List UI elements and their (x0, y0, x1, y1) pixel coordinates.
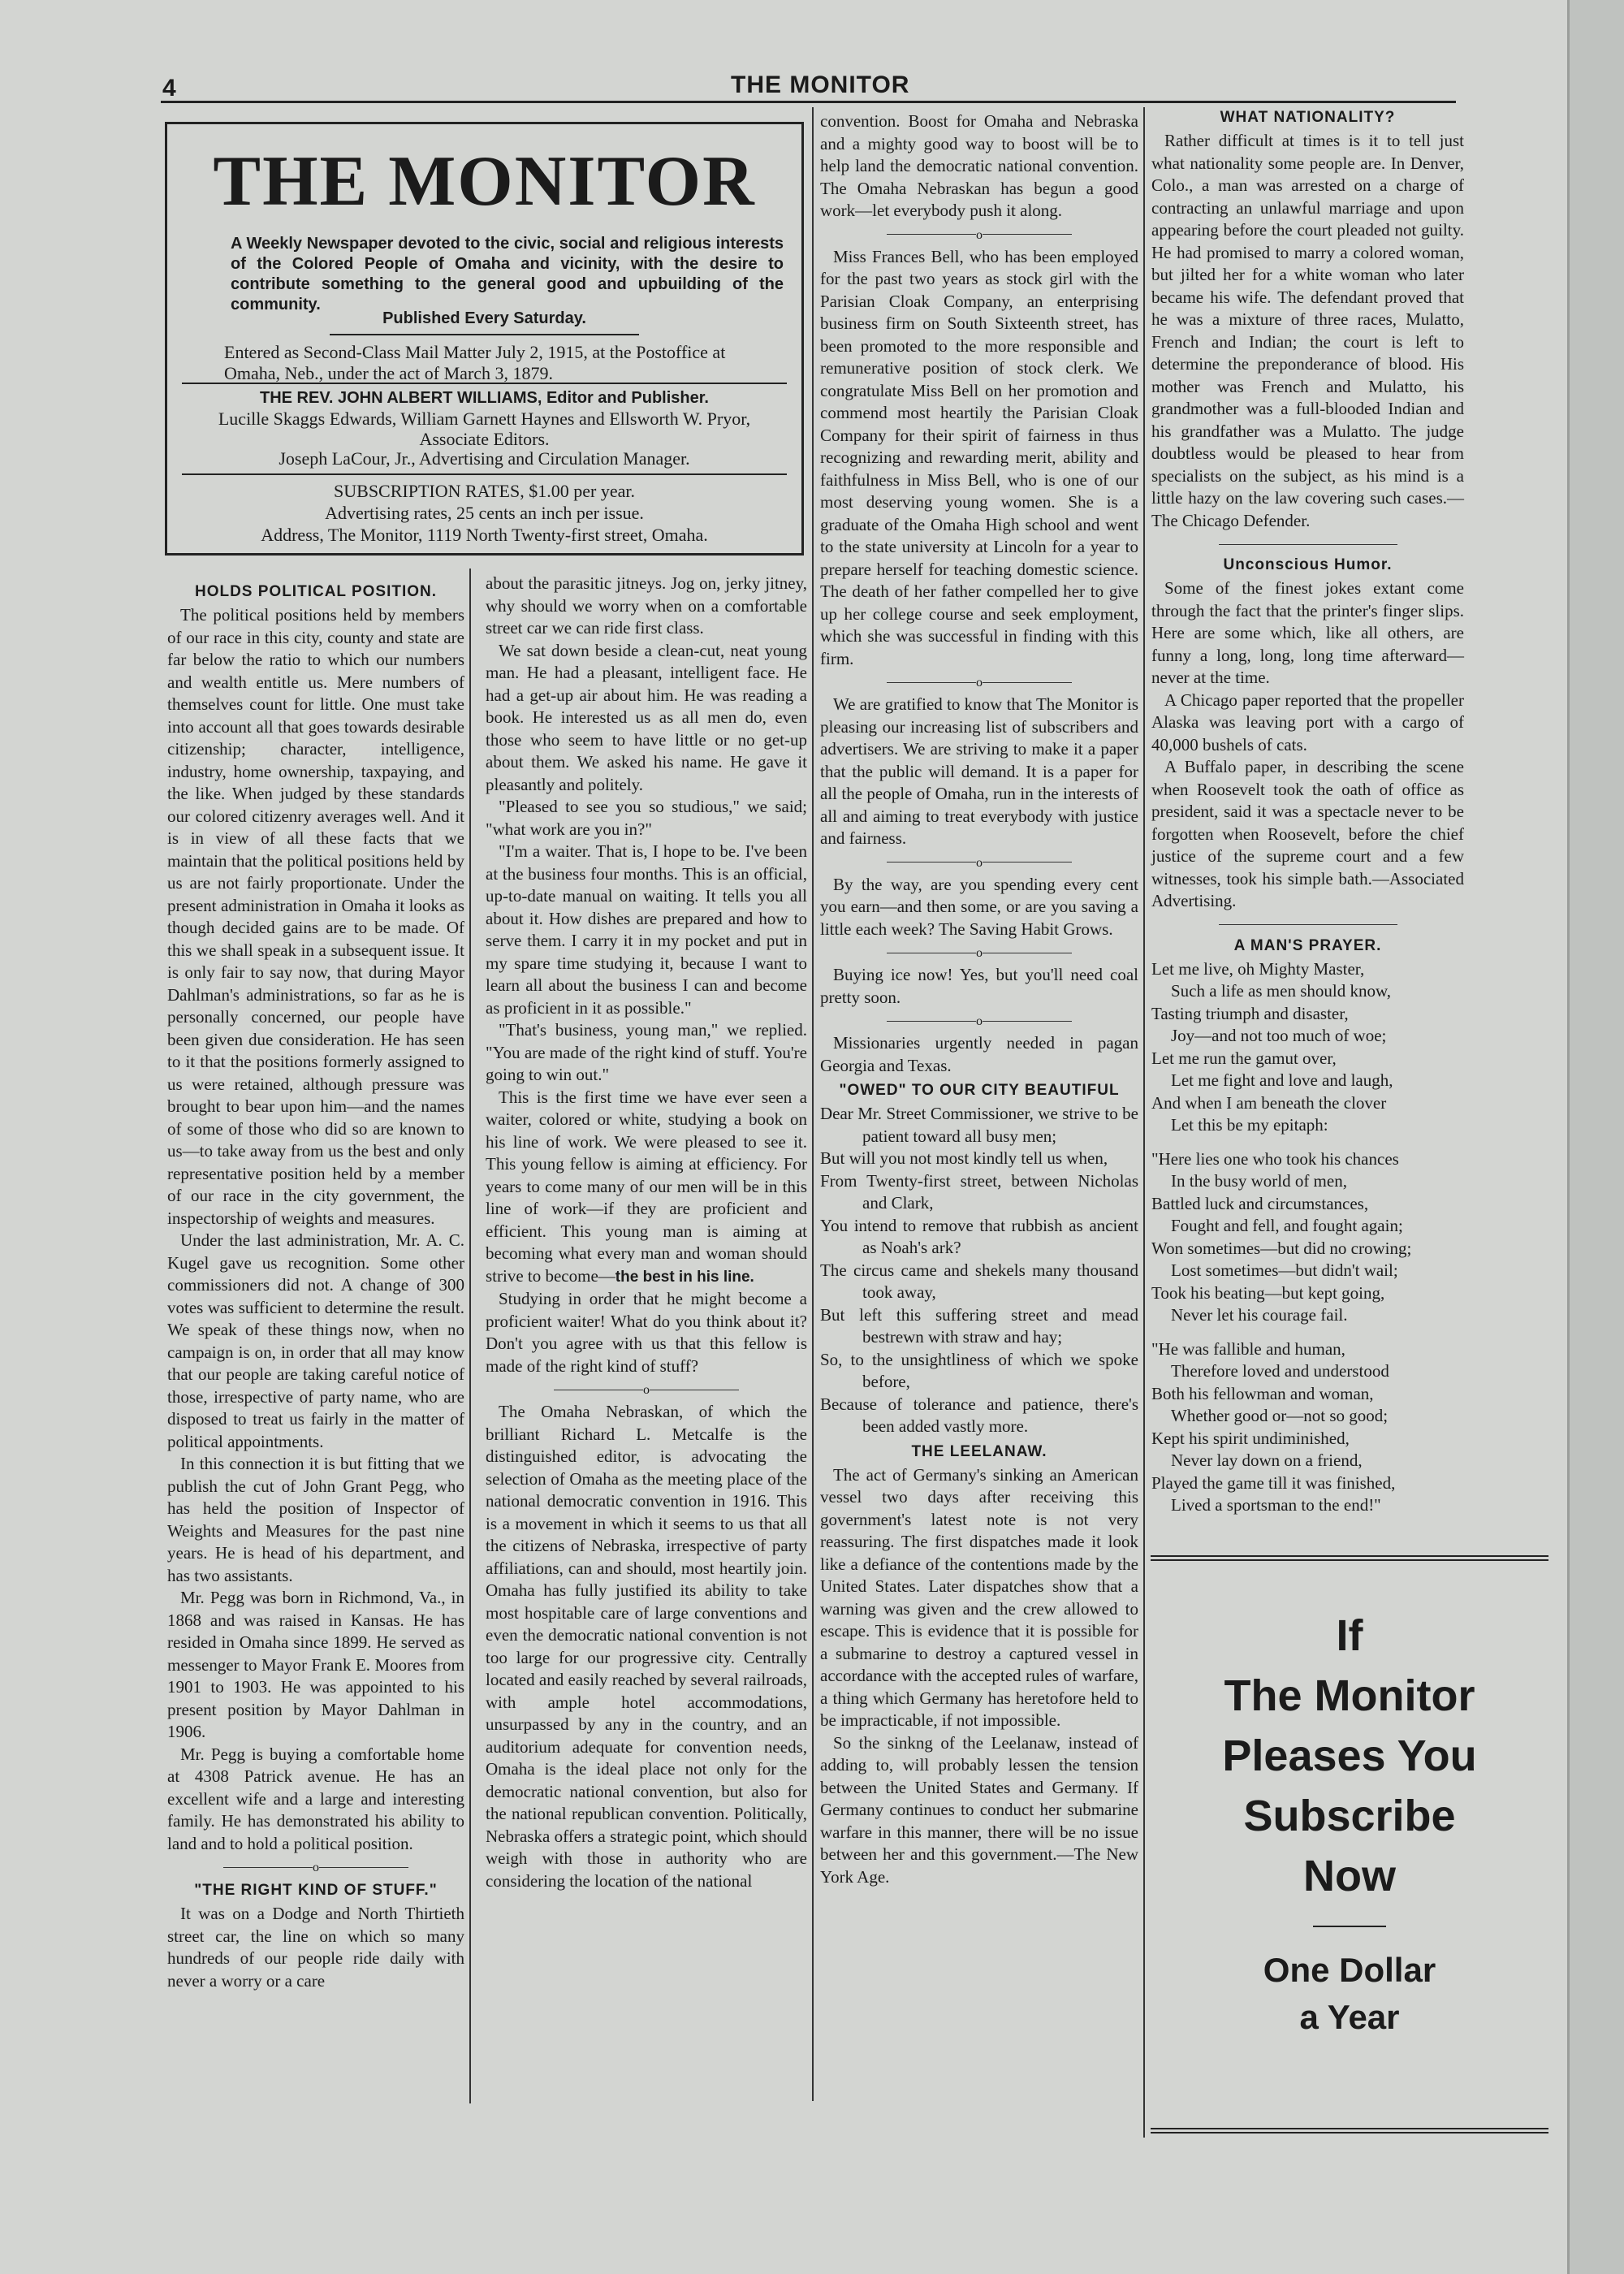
poem-line: Dear Mr. Street Commissioner, we strive to be patient toward all busy men; (820, 1104, 1138, 1146)
poem-line: The circus came and shekels many thousand took away, (820, 1260, 1138, 1302)
poem-line: You intend to remove that rubbish as ancient as Noah's ark? (820, 1215, 1138, 1257)
poem-stanza (1151, 958, 1464, 1137)
article-paragraph: Rather difficult at times is it to tell just what nationality some people are. In Denver, Colo., a man was arrested on a charge of contracting an unlawful marriage and upon appearing before the court pleaded not guilty. He had promised to marry a colored woman, but jilted her for a white woman who later became his wife. The defendant proved that he was a mixture of three races, Mulatto, French and Indian; the court is left to determine the preponderance of blood. His mother was French and Mulatto, his grandmother was a full-blooded Indian and his grandfather was a Mulatto. The judge doubtless would be pleased to hear from specialists on the subject, as his mind is a little hazy on the law covering such cases.—The Chicago Defender. (1151, 131, 1464, 530)
article-paragraph: about the parasitic jitneys. Jog on, jerky jitney, why should we worry when on a comfortable street car we can ride first class. (486, 573, 807, 638)
subscription-rates: SUBSCRIPTION RATES, $1.00 per year. (334, 481, 635, 501)
article-paragraph: "Pleased to see you so studious," we said; "what work are you in?" (486, 797, 807, 839)
masthead-description: A Weekly Newspaper devoted to the civic, social and religious interests of the Colored People of Omaha and vicinity, with the desire to contribute something to the general good and upbuilding of the community. (231, 235, 784, 313)
masthead-rule (182, 473, 787, 475)
masthead-rule (330, 334, 639, 335)
article-paragraph: Missionaries urgently needed in pagan Georgia and Texas. (820, 1033, 1138, 1075)
poem-line: Both his fellowman and woman, (1151, 1383, 1374, 1403)
article-paragraph: The political positions held by members of our race in this city, county and state are far below the ratio to which our numbers and wealth entitle us. Mere numbers of themselves count for little. One must take into account all that goes towards desirable citizenship; character, intelligence, industry, home ownership, taxpaying, and the like. When judged by these standards our colored citizenry averages well. And it is in view of all these facts that we maintain that the political positions held by us are not fairly proportionate. Under the present administration in Omaha it looks as though decided gains are to be made. Of this we shall speak in a subsequent issue. It is only fair to say now, that during Mayor Dahlman's administrations, so far as he is personally concerned, our people have been given due consideration. He has seen to it that the positions formerly assigned to us were retained, although pressure was brought to bear upon him—and the names of some of those who did so are known to us—to take away from us the best and only representative position held by a member of our race in the city government, the inspectorship of weights and measures. (167, 605, 464, 1228)
section-separator (1151, 914, 1464, 932)
article-paragraph: convention. Boost for Omaha and Nebraska and a mighty good way to boost will be to help land the democratic national convention. The Omaha Nebraskan has begun a good work—let everybody push it along. (820, 111, 1138, 220)
headline-leelanaw: THE LEELANAW. (911, 1442, 1047, 1460)
headline-mans-prayer: A MAN'S PRAYER. (1233, 936, 1382, 954)
poem-line: But will you not most kindly tell us when, (820, 1148, 1108, 1168)
article-paragraph: Miss Frances Bell, who has been employed for the past two years as stock girl with the Parisian Cloak Company, an enterprising business firm on South Sixteenth street, has been promoted to the more responsible and remunerative position of stock clerk. We congratulate Miss Bell on her promotion and commend most heartily the Parisian Cloak Company for their spirit of fairness in thus recognizing and rewarding merit, ability and faithfulness in Miss Bell, who is one of our most deserving young women. She is a graduate of the Omaha High school and went to the state university at Lincoln for a year to prepare herself for teaching domestic science. The death of her father compelled her to give up her college course and seek employment, which she was successful in finding with this firm. (820, 246, 1138, 668)
poem-owed (820, 1103, 1138, 1438)
column-2 (486, 573, 807, 1892)
ad-rule (1313, 1926, 1386, 1927)
poem-line: Joy—and not too much of woe; (1171, 1026, 1387, 1045)
article-paragraph: A Buffalo paper, in describing the scene when Roosevelt took the oath of office as president, said it was a spectacle never to be forgotten when Roosevelt, before the chief justice of the supreme court and a few witnesses, took his simple bath.—Associated Advertising. (1151, 757, 1464, 910)
masthead-associates: Lucille Skaggs Edwards, William Garnett Haynes and Ellsworth W. Pryor, Associate Editors. (218, 409, 751, 449)
article-paragraph: The Omaha Nebraskan, of which the brilliant Richard L. Metcalfe is the distinguished editor, is advocating the selection of Omaha as the meeting place of the national democratic convention in 1916. This is a movement in which it seems to us that all the citizens of Nebraska, irrespective of party affiliations, can and should, most heartily join. Omaha has fully justified its ability to take most hospitable care of large conventions and even the democratic national convention is not too large for our progressive city. Centrally located and easily reached by several railroads, with ample hotel accommodations, unsurpassed by any in the country, and an auditorium adequate for convention needs, Omaha is the ideal place not only for the democratic national convention, but also for the national republican convention. Politically, Nebraska offers a strategic point, which should weigh with those in authority who are considering the location of the national (486, 1402, 807, 1891)
emphasis-text: the best in his line. (615, 1268, 754, 1286)
article-paragraph: We sat down beside a clean-cut, neat young man. He had a pleasant, intelligent face. He had a get-up air about him. He was reading a book. He interested us as all men do, even those who seem to have little or no get-up about them. We asked his name. He gave it pleasantly and politely. (486, 640, 807, 794)
masthead-entered: Entered as Second-Class Mail Matter July 2, 1915, at the Postoffice at Omaha, Neb., under the act of March 3, 1879. (224, 342, 726, 383)
advertising-rates: Advertising rates, 25 cents an inch per issue. (325, 503, 644, 523)
poem-line: Took his beating—but kept going, (1151, 1282, 1385, 1303)
section-separator: o (820, 852, 1138, 872)
poem-line: Let me live, oh Mighty Master, (1151, 958, 1365, 979)
poem-line: Let this be my epitaph: (1171, 1115, 1328, 1135)
masthead-rule (182, 383, 787, 384)
section-separator: o (820, 672, 1138, 692)
masthead-published: Published Every Saturday. (382, 309, 586, 327)
poem-line: "Here lies one who took his chances (1151, 1148, 1399, 1169)
section-separator (1151, 534, 1464, 551)
poem-line: Never lay down on a friend, (1171, 1450, 1363, 1470)
section-separator: o (820, 942, 1138, 962)
poem-line: Let me run the gamut over, (1151, 1048, 1337, 1068)
header-rule (161, 101, 1456, 103)
section-separator: o (820, 1010, 1138, 1031)
article-paragraph: It was on a Dodge and North Thirtieth street car, the line on which so many hundreds of our people ride daily with never a worry or a care (167, 1904, 464, 1991)
section-separator: o (820, 224, 1138, 244)
article-paragraph: Mr. Pegg is buying a comfortable home at 4308 Patrick avenue. He has an excellent wife and a large and interesting family. He has demonstrated his ability to land and to hold a political position. (167, 1744, 464, 1853)
page-margin (1567, 0, 1624, 2274)
poem-line: Played the game till it was finished, (1151, 1472, 1396, 1493)
headline-right-kind-of-stuff: "THE RIGHT KIND OF STUFF." (194, 1882, 438, 1899)
article-paragraph: This is the first time we have ever seen a waiter, colored or white, studying a book on his line of work. We were pleased to see it. This young fellow is aiming at efficiency. For years to come many of our men will be in this line of work—if they are proficient and efficient. This young man is aiming at becoming what every man and woman should strive to become—the best in his line. (486, 1087, 807, 1286)
article-paragraph: "I'm a waiter. That is, I hope to be. I've been at the business four months. This is an official, up-to-date manual on waiting. It tells you all about it. How dishes are prepared and how to serve them. I carry it in my pocket and put in my spare time studying it, because I want to learn all about the business I can and become as proficient in it as possible." (486, 841, 807, 1018)
article-paragraph: "That's business, young man," we replied. "You are made of the right kind of stuff. You're going to win out." (486, 1020, 807, 1084)
article-paragraph: In this connection it is but fitting that we publish the cut of John Grant Pegg, who has held the position of Inspector of Weights and Measures for the past nine years. He is head of his department, and has two assistants. (167, 1454, 464, 1585)
poem-line: Such a life as men should know, (1171, 981, 1392, 1001)
poem-line: Lost sometimes—but didn't wail; (1171, 1260, 1398, 1280)
section-separator: o (167, 1857, 464, 1877)
page-number: 4 (162, 75, 176, 102)
poem-line: Lived a sportsman to the end!" (1171, 1495, 1381, 1515)
column-3 (820, 110, 1138, 1888)
ad-price: One Dollar a Year (1263, 1951, 1436, 2036)
article-paragraph: So the sinkng of the Leelanaw, instead of adding to, will probably lessen the tension between the United States and Germany. If Germany continues to conduct her submarine warfare in this manner, there will be no issue between her and this government.—The New York Age. (820, 1732, 1138, 1887)
column-rule (812, 107, 814, 2101)
article-paragraph: Some of the finest jokes extant come through the fact that the printer's finger slips. Here are some which, like all others, are funny a long, long, long time afterward—never at the time. (1151, 578, 1464, 687)
article-paragraph: A Chicago paper reported that the propeller Alaska was leaving port with a cargo of 40,000 bushels of cats. (1151, 690, 1464, 754)
poem-line: Whether good or—not so good; (1171, 1406, 1389, 1425)
poem-line: Tasting triumph and disaster, (1151, 1003, 1349, 1023)
article-paragraph: Studying in order that he might become a proficient waiter! What do you think about it? Don't you agree with us that this fellow is made of the right kind of stuff? (486, 1289, 807, 1376)
poem-stanza (1151, 1148, 1464, 1327)
article-paragraph: Under the last administration, Mr. A. C. Kugel gave us recognition. Some other commissioners did not. A change of 300 votes was sufficient to determine the result. We speak of these things now, when no campaign is on, in order that all may know that our people are taking careful notice of those, irrespective of party name, who are disposed to treat us fairly in the matter of political appointments. (167, 1230, 464, 1451)
poem-line: "He was fallible and human, (1151, 1338, 1345, 1359)
headline-what-nationality: WHAT NATIONALITY? (1220, 109, 1396, 126)
masthead-editor: THE REV. JOHN ALBERT WILLIAMS, Editor and Publisher. (259, 389, 709, 407)
poem-stanza (1151, 1338, 1464, 1517)
poem-line: From Twenty-first street, between Nicholas and Clark, (820, 1170, 1138, 1213)
poem-line: Kept his spirit undiminished, (1151, 1428, 1350, 1448)
running-title: THE MONITOR (731, 71, 910, 98)
headline-owed-city-beautiful: "OWED" TO OUR CITY BEAUTIFUL (839, 1082, 1120, 1099)
article-paragraph: We are gratified to know that The Monitor is pleasing our increasing list of subscribers and advertisers. We are striving to make it a paper that the public will demand. It is a paper for all the people of Omaha, run in the interests of all and aiming to treat everybody with justice and fairness. (820, 694, 1138, 848)
poem-line: And when I am beneath the clover (1151, 1092, 1387, 1113)
article-paragraph: Mr. Pegg was born in Richmond, Va., in 1868 and was raised in Kansas. He has resided in Omaha since 1899. He served as messenger to Mayor Frank E. Moores from 1901 to 1903. He was appointed to his present position by Mayor Dahlman in 1906. (167, 1588, 464, 1741)
subscribe-advertisement (1151, 1555, 1548, 2133)
masthead-title: THE MONITOR (213, 142, 756, 221)
poem-line: But left this suffering street and mead bestrewn with straw and hay; (820, 1304, 1138, 1347)
column-rule (469, 568, 471, 2103)
headline-unconscious-humor: Unconscious Humor. (1223, 556, 1393, 573)
article-paragraph: By the way, are you spending every cent you earn—and then some, or are you saving a little each week? The Saving Habit Grows. (820, 874, 1138, 939)
poem-line: Won sometimes—but did no crowing; (1151, 1238, 1412, 1258)
section-separator: o (486, 1379, 807, 1399)
article-paragraph: Buying ice now! Yes, but you'll need coal pretty soon. (820, 965, 1138, 1007)
masthead-subscription (167, 480, 801, 546)
column-4 (1151, 104, 1464, 1517)
masthead-advertising: Joseph LaCour, Jr., Advertising and Circulation Manager. (279, 448, 690, 469)
article-paragraph: The act of Germany's sinking an American vessel two days after receiving this government's latest note is not very reassuring. The first dispatches made it look like a defiance of the contentions made by the United States. Later dispatches show that a warning was given and the crew allowed to escape. This is evidence that it is possible for a submarine to destroy a captured vessel in accordance with the accepted rules of warfare, a thing which Germany has heretofore held to be impracticable, if not impossible. (820, 1464, 1138, 1730)
poem-line: Never let his courage fail. (1171, 1305, 1348, 1325)
ad-headline: If The Monitor Pleases You Subscribe Now (1222, 1611, 1477, 1900)
headline-political-position: HOLDS POLITICAL POSITION. (194, 583, 438, 600)
poem-line: Battled luck and circumstances, (1151, 1193, 1369, 1213)
column-1 (167, 578, 464, 1992)
masthead-box (165, 122, 804, 556)
poem-line: In the busy world of men, (1171, 1171, 1347, 1191)
poem-line: So, to the unsightliness of which we spoke before, (820, 1349, 1138, 1391)
poem-line: Let me fight and love and laugh, (1171, 1070, 1393, 1090)
poem-line: Because of tolerance and patience, there's been added vastly more. (820, 1394, 1138, 1436)
column-rule (1143, 107, 1145, 2138)
poem-line: Fought and fell, and fought again; (1171, 1216, 1403, 1235)
poem-line: Therefore loved and understood (1171, 1361, 1389, 1381)
address: Address, The Monitor, 1119 North Twenty-first street, Omaha. (261, 525, 708, 545)
